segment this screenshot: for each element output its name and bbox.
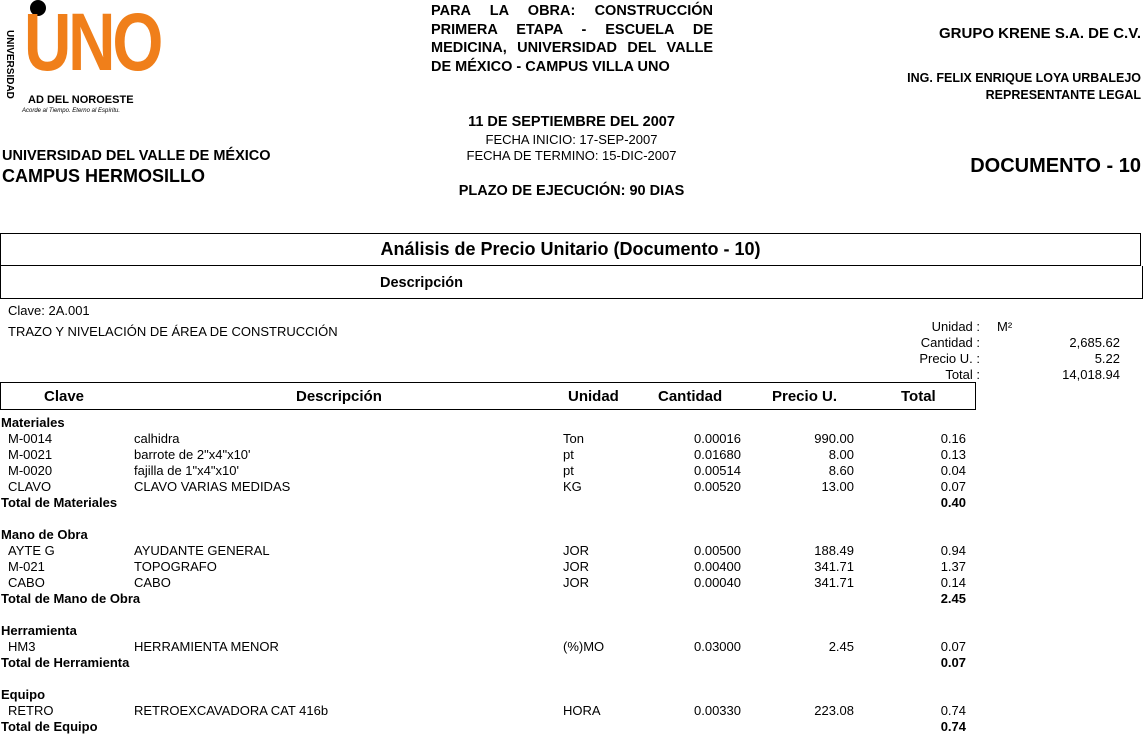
summary-value: M² (997, 319, 1013, 334)
cell-desc: CABO (134, 575, 171, 590)
section-total-value: 0.07 (940, 655, 966, 670)
section-total-row (0, 719, 976, 735)
obra-title: PARA LA OBRA: CONSTRUCCIÓN PRIMERA ETAPA - ESCUELA DE MEDICINA, UNIVERSIDAD DEL VALLE DE MÉXICO - CAMPUS VILLA UNO (431, 3, 713, 75)
cell-total: 0.16 (940, 431, 966, 446)
logo-subtitle: AD DEL NOROESTE (28, 94, 134, 106)
summary-label: Precio U. : (919, 351, 980, 366)
section-total-row (0, 495, 976, 511)
cell-precio: 341.71 (814, 559, 854, 574)
table-row (0, 479, 976, 495)
col-clave: Clave (44, 388, 85, 405)
section-name: Mano de Obra (1, 527, 88, 542)
item-description: TRAZO Y NIVELACIÓN DE ÁREA DE CONSTRUCCIÓN (8, 324, 338, 339)
cell-cantidad: 0.00520 (694, 479, 741, 494)
cell-unidad: KG (563, 479, 582, 494)
section-header (0, 623, 976, 639)
cell-clave: M-0021 (8, 447, 53, 462)
cell-desc: fajilla de 1"x4"x10' (134, 463, 239, 478)
table-row (0, 575, 976, 591)
summary-label: Cantidad : (920, 335, 980, 350)
analysis-title (0, 233, 1141, 266)
col-unidad: Unidad (568, 388, 619, 405)
cell-unidad: HORA (563, 703, 601, 718)
cell-desc: CLAVO VARIAS MEDIDAS (134, 479, 291, 494)
header-date: 11 DE SEPTIEMBRE DEL 2007 (468, 114, 675, 130)
cell-desc: AYUDANTE GENERAL (134, 543, 270, 558)
section-total-value: 2.45 (940, 591, 966, 606)
clave-code: Clave: 2A.001 (8, 303, 90, 318)
cell-unidad: pt (563, 447, 574, 462)
section-total-label: Total de Materiales (1, 495, 118, 510)
cell-cantidad: 0.01680 (694, 447, 741, 462)
summary-value: 2,685.62 (1069, 335, 1120, 350)
university-name: UNIVERSIDAD DEL VALLE DE MÉXICO (2, 148, 271, 164)
cell-clave: AYTE G (8, 543, 55, 558)
cell-total: 0.07 (940, 639, 966, 654)
cell-desc: barrote de 2"x4"x10' (134, 447, 251, 462)
section-total-row (0, 591, 976, 607)
section-header (0, 415, 976, 431)
section-name: Herramienta (1, 623, 77, 638)
cell-cantidad: 0.00016 (694, 431, 741, 446)
cell-unidad: Ton (563, 431, 584, 446)
cell-desc: RETROEXCAVADORA CAT 416b (134, 703, 329, 718)
column-header (0, 382, 976, 410)
table-row (0, 431, 976, 447)
plazo: PLAZO DE EJECUCIÓN: 90 DIAS (458, 183, 685, 199)
analysis-title-text: Análisis de Precio Unitario (Documento - 10) (380, 239, 761, 259)
cell-cantidad: 0.00040 (694, 575, 741, 590)
table-row (0, 639, 976, 655)
table-row (0, 463, 976, 479)
start-date: FECHA INICIO: 17-SEP-2007 (485, 132, 658, 147)
cell-clave: CLAVO (8, 479, 52, 494)
cell-total: 1.37 (940, 559, 966, 574)
cell-desc: HERRAMIENTA MENOR (134, 639, 279, 654)
summary-value: 5.22 (1094, 351, 1120, 366)
cell-precio: 2.45 (828, 639, 854, 654)
section-total-value: 0.74 (940, 719, 966, 734)
summary-value: 14,018.94 (1062, 367, 1120, 382)
cell-unidad: JOR (563, 559, 589, 574)
engineer-name: ING. FELIX ENRIQUE LOYA URBALEJO (907, 71, 1141, 85)
summary-label: Total : (945, 367, 980, 382)
table-row (0, 559, 976, 575)
cell-total: 0.74 (940, 703, 966, 718)
campus-name: CAMPUS HERMOSILLO (2, 166, 206, 186)
cell-cantidad: 0.00500 (694, 543, 741, 558)
col-descripcion: Descripción (296, 388, 382, 405)
cell-precio: 341.71 (814, 575, 854, 590)
summary-label: Unidad : (931, 319, 980, 334)
cell-cantidad: 0.00330 (694, 703, 741, 718)
section-header (0, 527, 976, 543)
section-name: Equipo (1, 687, 46, 702)
section-total-row (0, 655, 976, 671)
cell-cantidad: 0.00400 (694, 559, 741, 574)
cell-total: 0.14 (940, 575, 966, 590)
cell-precio: 8.00 (828, 447, 854, 462)
cell-desc: TOPOGRAFO (134, 559, 217, 574)
cell-clave: CABO (8, 575, 45, 590)
company-name: GRUPO KRENE S.A. DE C.V. (939, 25, 1141, 42)
end-date: FECHA DE TERMINO: 15-DIC-2007 (466, 148, 677, 163)
cell-clave: M-0014 (8, 431, 53, 446)
section-total-value: 0.40 (940, 495, 966, 510)
section-total-label: Total de Herramienta (1, 655, 130, 670)
cell-precio: 8.60 (828, 463, 854, 478)
cell-precio: 188.49 (814, 543, 854, 558)
cell-total: 0.07 (940, 479, 966, 494)
cell-clave: M-021 (8, 559, 45, 574)
table-row (0, 543, 976, 559)
logo-tagline: Acorde al Tiempo. Eterno al Espíritu. (22, 108, 120, 114)
logo-uno: UNO (24, 0, 161, 88)
cell-precio: 13.00 (821, 479, 854, 494)
cell-unidad: pt (563, 463, 574, 478)
cell-unidad: (%)MO (563, 639, 605, 654)
cell-clave: HM3 (8, 639, 36, 654)
cell-cantidad: 0.00514 (694, 463, 741, 478)
col-precio: Precio U. (772, 388, 838, 405)
section-total-label: Total de Equipo (1, 719, 98, 734)
section-header (0, 687, 976, 703)
cell-clave: M-0020 (8, 463, 53, 478)
section-total-label: Total de Mano de Obra (1, 591, 141, 606)
col-total: Total (901, 388, 936, 405)
cell-precio: 990.00 (814, 431, 854, 446)
cell-unidad: JOR (563, 543, 589, 558)
section-name: Materiales (1, 415, 65, 430)
cell-cantidad: 0.03000 (694, 639, 741, 654)
cell-total: 0.13 (940, 447, 966, 462)
description-header-text: Descripción (380, 275, 463, 291)
col-cantidad: Cantidad (658, 388, 723, 405)
description-header (0, 266, 1143, 299)
document-number: DOCUMENTO - 10 (970, 155, 1141, 177)
cell-total: 0.94 (940, 543, 966, 558)
cell-unidad: JOR (563, 575, 589, 590)
engineer-role: REPRESENTANTE LEGAL (985, 88, 1141, 102)
logo-vertical-text: UNIVERSIDAD (4, 30, 15, 99)
cell-desc: calhidra (134, 431, 180, 446)
table-row (0, 703, 976, 719)
table-row (0, 447, 976, 463)
cell-precio: 223.08 (814, 703, 854, 718)
cell-total: 0.04 (940, 463, 966, 478)
cell-clave: RETRO (8, 703, 54, 718)
